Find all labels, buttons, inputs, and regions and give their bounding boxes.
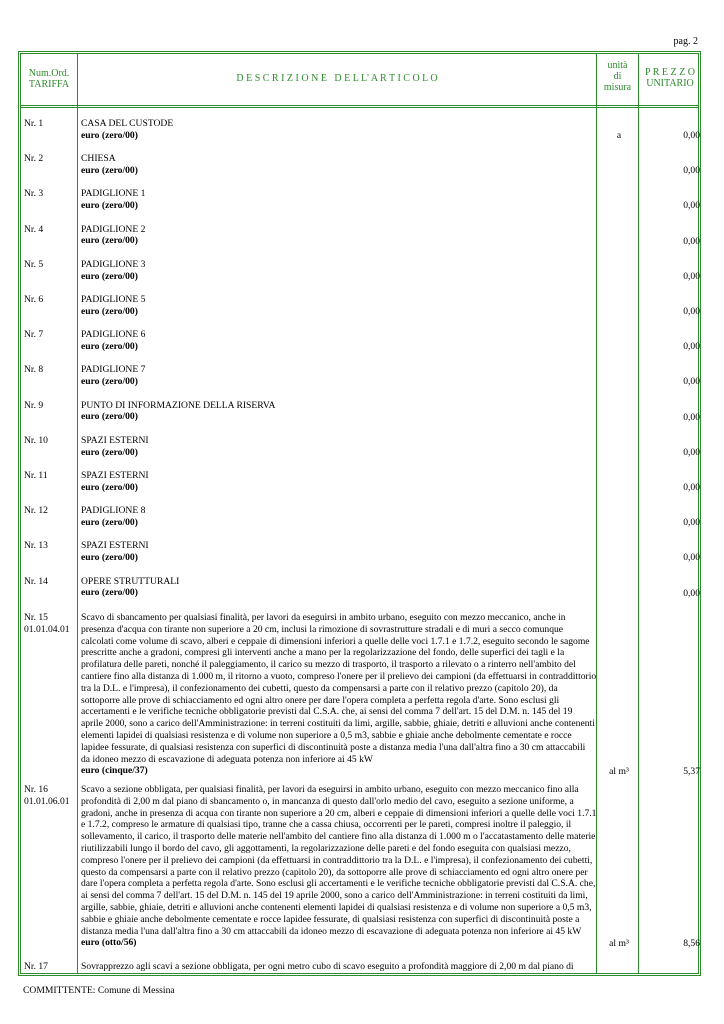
item-description: Sovrapprezzo agli scavi a sezione obbligata, per ogni metro cubo di scavo eseguito a profondità maggiore di 2,00 m dal piano di	[81, 961, 574, 972]
item-number: Nr. 15	[24, 612, 48, 623]
header-separator	[21, 105, 698, 108]
item-title: CASA DEL CUSTODE	[81, 118, 174, 129]
item-number: Nr. 16	[24, 784, 48, 795]
item-number: Nr. 3	[24, 188, 44, 200]
item-price: 0,00	[683, 517, 700, 529]
item-number: Nr. 12	[24, 505, 48, 517]
item-unit: a	[616, 130, 622, 141]
item-number: Nr. 14	[24, 575, 48, 587]
item-price: 0,00	[683, 446, 700, 458]
item-price: 0,00	[683, 130, 700, 141]
item-description	[81, 505, 597, 529]
description-line: sollevamento, il carico, il trasporto delle materie nell'ambito del cantiere fino alla distanza di 1.000 m o l'accatastamento delle materie	[81, 831, 596, 843]
item-price-words: euro (zero/00)	[81, 200, 138, 212]
item-title: PADIGLIONE 6	[81, 329, 146, 341]
item-number: Nr. 1	[24, 118, 44, 129]
item-unit: al m³	[609, 766, 629, 777]
header-unita-2: di	[613, 71, 622, 82]
item-price: 0,00	[683, 411, 700, 423]
header-prezzo-2: UNITARIO	[646, 78, 694, 89]
header-tariffa: TARIFFA	[28, 79, 70, 90]
header-prezzo-1: P R E Z Z O	[645, 67, 695, 78]
item-title: SPAZI ESTERNI	[81, 470, 149, 481]
item-title: PADIGLIONE 5	[81, 294, 146, 305]
item-price: 0,00	[683, 376, 700, 388]
description-line: cantiere fino alla distanza di 1.000 m, il ritorno a vuoto, compreso l'onere per il prelievo dei campioni (da effettuarsi in contraddittorio	[81, 670, 597, 682]
item-price: 0,00	[683, 270, 700, 282]
item-price: 0,00	[683, 482, 700, 493]
item-description	[81, 259, 597, 283]
item-code: 01.01.04.01	[24, 623, 70, 635]
header-num-tariffa	[21, 68, 77, 90]
description-line: e 1.7.2, compreso le armature di qualsiasi tipo, tranne che a cassa chiusa, occorrenti per le pareti, compresi inoltre il paleggio, il	[81, 819, 572, 831]
item-title: OPERE STRUTTURALI	[81, 575, 180, 587]
item-description	[81, 400, 597, 424]
item-number: Nr. 13	[24, 540, 48, 552]
header-num-ord: Num.Ord.	[28, 68, 70, 79]
footer-committente: COMMITTENTE: Comune di Messina	[23, 985, 175, 996]
item-price-words: euro (zero/00)	[81, 411, 138, 423]
item-description	[81, 294, 597, 318]
header-unita-3: misura	[603, 82, 632, 93]
header-prezzo	[639, 67, 701, 89]
description-line: gradoni, anche in presenza di acqua con tirante non superiore a 20 cm, alberi e ceppaie di dimensioni inferiori a quelle delle voci 1.7.1	[81, 807, 597, 819]
item-price-words: euro (zero/00)	[81, 446, 138, 458]
description-line: tra la D.L. e l'impresa), il confezionamento dei cubetti, questo da compensarsi a parte con il relativo prezzo (capitolo 20), da	[81, 682, 558, 694]
item-price-words: euro (zero/00)	[81, 552, 138, 564]
item-price-words: euro (zero/00)	[81, 340, 138, 352]
item-price: 0,00	[683, 341, 700, 353]
item-description	[81, 188, 597, 212]
item-price: 5,37	[683, 766, 700, 777]
header-unita	[597, 60, 638, 93]
item-description	[81, 364, 597, 388]
item-title: SPAZI ESTERNI	[81, 434, 149, 446]
description-line: questo da compensarsi a parte con il relativo prezzo (capitolo 20), da sottoporre alle prove di schiacciamento ed ogni altro onere per	[81, 866, 588, 878]
item-title: PADIGLIONE 7	[81, 364, 146, 376]
item-price-words: euro (zero/00)	[81, 129, 138, 141]
item-description	[81, 470, 597, 494]
item-price: 0,00	[683, 587, 700, 599]
item-number: Nr. 9	[24, 399, 44, 411]
item-title: PUNTO DI INFORMAZIONE DELLA RISERVA	[81, 399, 276, 411]
item-price: 0,00	[683, 200, 700, 212]
item-price-words: euro (zero/00)	[81, 481, 138, 493]
item-price: 0,00	[683, 552, 700, 564]
item-number-cell	[24, 784, 79, 808]
item-description	[81, 540, 597, 564]
description-line: distanza media l'una dall'altra fino a 30 cm attaccabili da idoneo mezzo di escavazione di adeguata potenza non inferiore ai 45 kW	[81, 925, 582, 937]
item-price-words: euro (otto/56)	[81, 937, 137, 949]
item-title: SPAZI ESTERNI	[81, 540, 149, 552]
item-title: PADIGLIONE 8	[81, 505, 146, 517]
item-price: 0,00	[683, 235, 700, 247]
item-description	[81, 153, 597, 177]
item-description	[81, 576, 597, 600]
header-descrizione: D E S C R I Z I O N E D E L L' A R T I C O L O	[236, 73, 438, 84]
item-number: Nr. 4	[24, 223, 44, 235]
item-price: 8,56	[683, 938, 700, 949]
description-line: argille, sabbie, ghiaie, detriti e alluvioni anche contenenti elementi lapidei di qualsiasi resistenza e di volume non superiore a 0,5 m3,	[81, 901, 592, 913]
description-line: profondità di 2,00 m dal piano di sbancamento o, in mancanza di questo dall'orlo medio del cavo, eseguito a sezione uniforme, a	[81, 795, 574, 807]
description-line: presenza d'acqua con tirante non superiore a 20 cm, inclusi la rimozione di sovrastrutture stradali e di muri a secco comunque	[81, 623, 564, 635]
description-line: sottoporre alle prove di schiacciamento ed ogni altro onere per dare l'opera completa a perfetta regola d'arte. Sono esclusi gli	[81, 694, 560, 706]
description-line: elementi lapidei di qualsiasi resistenza e di volume non superiore a 0,5 m3, sabbie e ghiaie anche debolmente cementate e rocce	[81, 729, 572, 741]
description-line: da idoneo mezzo di escavazione di adeguata potenza non inferiore ai 45 kW	[81, 753, 373, 765]
description-line: sabbie e ghiaie anche debolmente cementate e rocce lapidee fessurate, di qualsiasi resistenza con superfici di discontinuità poste a	[81, 913, 580, 925]
item-number: Nr. 17	[24, 961, 48, 972]
description-line: Scavo di sbancamento per qualsiasi finalità, per lavori da eseguirsi in ambito urbano, eseguito con mezzo meccanico, anche in	[81, 612, 566, 623]
item-title: CHIESA	[81, 153, 116, 165]
page-number: pag. 2	[673, 36, 698, 47]
description-line: compreso l'onere per il prelievo dei campioni (da effettuarsi in contraddittorio tra la D.L. e l'impresa), il confezionamento dei cubetti,	[81, 854, 593, 866]
description-line: Scavo a sezione obbligata, per qualsiasi finalità, per lavori da eseguirsi in ambito urbano, eseguito con mezzo meccanico fino alla	[81, 784, 579, 795]
description-line: riutilizzabili lungo il bordo del cavo, gli aggottamenti, la regolarizzazione delle pareti e del fondo eseguita con qualsiasi mezzo,	[81, 842, 571, 854]
item-title: PADIGLIONE 2	[81, 223, 146, 235]
description-line: prescritte anche a gradoni, compresi gli interventi anche a mano per la regolarizzazione del fondo, delle superfici dei tagli e la	[81, 647, 565, 659]
description-line: calcolati come volume di scavo, alberi e ceppaie di dimensioni inferiori a quelle delle voci 1.7.1 e 1.7.2, eseguito secondo le sagome	[81, 635, 590, 647]
item-number: Nr. 7	[24, 329, 44, 341]
header-unita-1: unità	[607, 60, 628, 71]
item-price-words: euro (zero/00)	[81, 270, 138, 282]
description-line: dare l'opera completa a perfetta regola d'arte. Sono esclusi gli accertamenti e le verifiche tecniche obbligatorie previsti dal C.S.A. che,	[81, 878, 596, 890]
description-line: accertamenti e le verifiche tecniche obbligatorie previsti dal C.S.A. che, ai sensi del comma 7 dell'art. 15 del D.M. n. 145 del 19	[81, 706, 573, 718]
item-title: PADIGLIONE 1	[81, 188, 146, 200]
item-number: Nr. 2	[24, 153, 44, 165]
description-line: aprile 2000, sono a carico dell'Amministrazione: in terreni costituiti da limi, argille, sabbie, ghiaie, detriti e alluvioni anche contenenti	[81, 718, 595, 730]
item-description	[81, 612, 597, 777]
item-price-words: euro (zero/00)	[81, 164, 138, 176]
description-line: lapidee fessurate, di qualsiasi resistenza con superfici di discontinuità poste a distanza media l'una dall'altra fino a 30 cm attaccabili	[81, 741, 586, 753]
item-description	[81, 224, 597, 248]
item-price-words: euro (cinque/37)	[81, 765, 148, 777]
description-line: profilatura delle pareti, nonché il paleggiamento, il carico su mezzo di trasporto, il trasporto a rilevato o a rinterro nell'ambito del	[81, 659, 576, 671]
item-price-words: euro (zero/00)	[81, 516, 138, 528]
item-price: 0,00	[683, 306, 700, 317]
item-unit: al m³	[609, 938, 629, 949]
item-price-words: euro (zero/00)	[81, 376, 138, 388]
item-number: Nr. 11	[24, 470, 48, 481]
item-description	[81, 784, 597, 949]
item-number-cell	[24, 612, 79, 636]
item-price-words: euro (zero/00)	[81, 235, 138, 247]
item-title: PADIGLIONE 3	[81, 258, 146, 270]
item-number: Nr. 5	[24, 258, 44, 270]
item-price-words: euro (zero/00)	[81, 305, 138, 317]
item-price-words: euro (zero/00)	[81, 587, 138, 599]
item-description	[81, 435, 597, 459]
item-price: 0,00	[683, 165, 700, 177]
item-number: Nr. 8	[24, 364, 44, 376]
column-divider-unit	[638, 54, 639, 973]
item-code: 01.01.06.01	[24, 795, 70, 807]
description-line: ai sensi del comma 7 dell'art. 15 del D.M. n. 145 del 19 aprile 2000, sono a carico dell'Amministrazione: in terreni costituiti da limi,	[81, 890, 588, 902]
item-description	[81, 118, 597, 142]
item-description	[81, 329, 597, 353]
item-number: Nr. 6	[24, 294, 44, 305]
price-list-table	[18, 51, 701, 976]
item-number: Nr. 10	[24, 434, 48, 446]
